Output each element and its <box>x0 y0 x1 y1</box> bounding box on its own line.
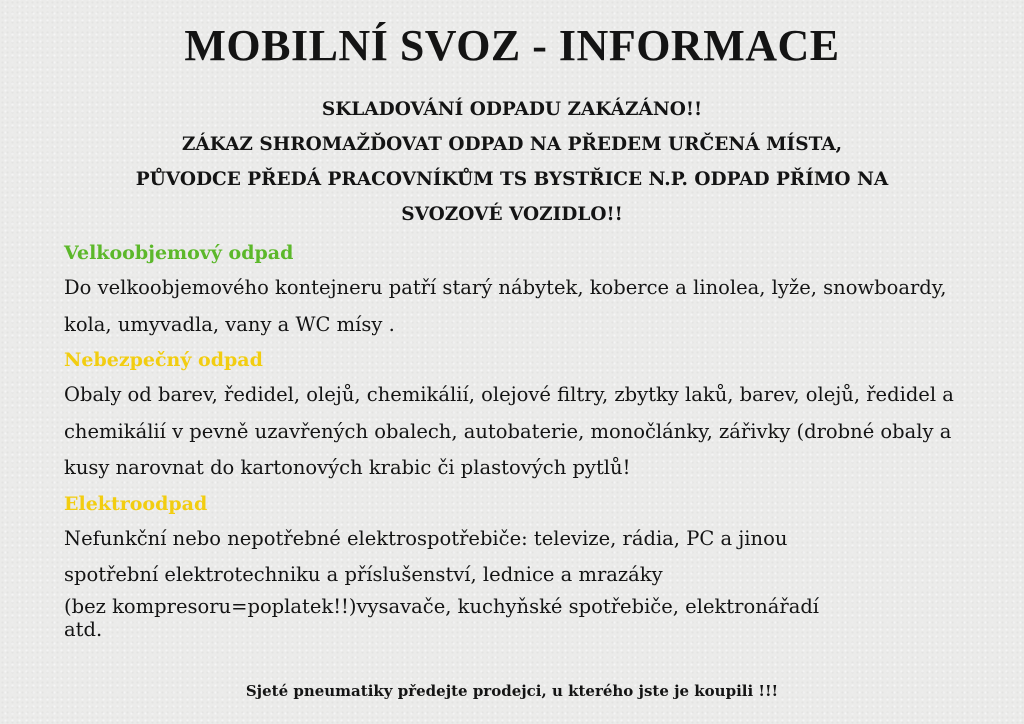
electro-waste-heading: Elektroodpad <box>64 492 208 515</box>
hazardous-waste-heading: Nebezpečný odpad <box>64 349 263 371</box>
content-sections <box>64 236 974 641</box>
electro-waste-line-4: atd. <box>64 617 103 641</box>
bulky-waste-text: Do velkoobjemového kontejneru patří starý nábytek, koberce a linolea, lyže, snowboardy, kola, umyvadla, vany a WC mísy . <box>64 276 947 336</box>
footer-note: Sjeté pneumatiky předejte prodejci, u kterého jste je koupili !!! <box>245 682 779 700</box>
page-title: MOBILNÍ SVOZ - INFORMACE <box>184 21 840 70</box>
section-hazardous-waste <box>64 343 974 487</box>
warning-line-2: ZÁKAZ SHROMAŽĎOVAT ODPAD NA PŘEDEM URČENÁ MÍSTA, <box>181 134 843 155</box>
section-electro-waste <box>64 487 974 641</box>
section-bulky-waste <box>64 236 974 343</box>
hazardous-waste-text: Obaly od barev, ředidel, olejů, chemikálií, olejové filtry, zbytky laků, barev, olejů, ředidel a chemikálií v pevně uzavřených obalech, autobaterie, monočlánky, zářivky (drobné obaly a kusy narovnat do kartonových krabic či plastových pytlů! <box>64 383 954 479</box>
warning-block <box>40 92 984 232</box>
electro-waste-line-3: (bez kompresoru=poplatek!!)vysavače, kuchyňské spotřebiče, elektronářadí <box>64 594 820 618</box>
warning-line-3: PŮVODCE PŘEDÁ PRACOVNÍKŮM TS BYSTŘICE N.P. ODPAD PŘÍMO NA <box>135 169 889 190</box>
electro-waste-line-2: spotřební elektrotechniku a příslušenství, lednice a mrazáky <box>64 563 663 586</box>
warning-line-1: SKLADOVÁNÍ ODPADU ZAKÁZÁNO!! <box>321 99 703 120</box>
electro-waste-text <box>64 521 974 641</box>
electro-waste-line-1: Nefunkční nebo nepotřebné elektrospotřebiče: televize, rádia, PC a jinou <box>64 526 788 550</box>
warning-line-4: SVOZOVÉ VOZIDLO!! <box>401 204 623 225</box>
bulky-waste-heading: Velkoobjemový odpad <box>64 242 294 264</box>
